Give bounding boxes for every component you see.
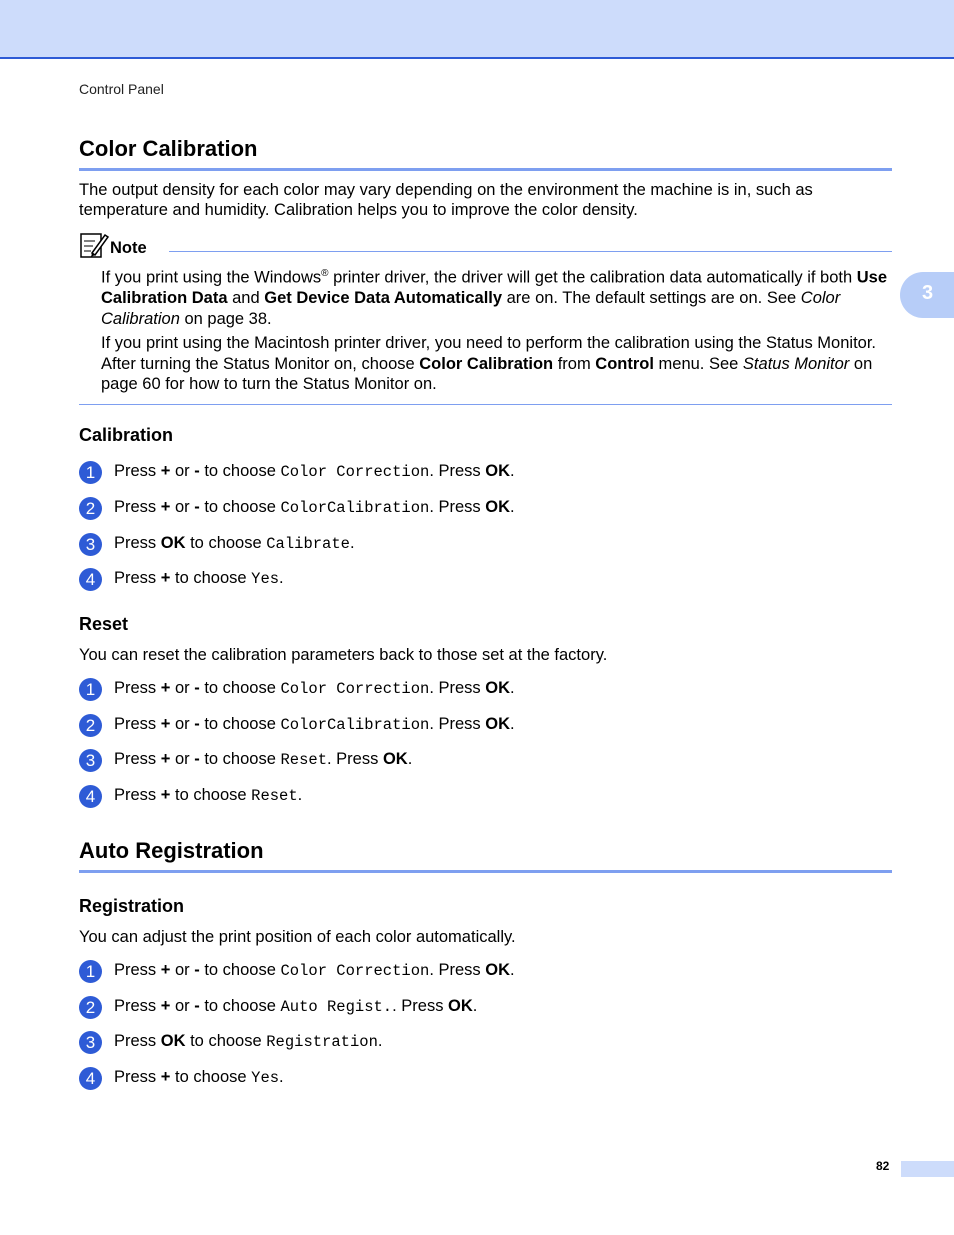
section-title-auto-registration: Auto Registration (79, 838, 892, 873)
step-text: Press + or - to choose Color Correction. Press OK. (114, 961, 515, 980)
header-band (0, 0, 954, 59)
note-divider (169, 251, 892, 252)
section-title-color-calibration: Color Calibration (79, 136, 892, 171)
step-number-icon: 3 (79, 749, 102, 772)
step-text: Press + to choose Reset. (114, 786, 303, 805)
registration-step-3 (79, 1031, 892, 1055)
registration-step-4 (79, 1067, 892, 1091)
step-number-icon: 2 (79, 497, 102, 520)
registration-step-1 (79, 960, 892, 984)
step-number-icon: 4 (79, 1067, 102, 1090)
step-text: Press + or - to choose Auto Regist.. Press OK. (114, 997, 478, 1016)
note-paragraph-macintosh: If you print using the Macintosh printer driver, you need to perform the calibration using the Status Monitor. After turning the Status Monitor on, choose Color Calibration from Control menu. See Status Monitor on page 60 for how to turn the Status Monitor on. (101, 334, 877, 393)
page-number: 82 (876, 1159, 890, 1173)
chapter-number: 3 (922, 282, 934, 304)
registration-intro: You can adjust the print position of each color automatically. (79, 928, 516, 946)
calibration-step-4 (79, 568, 892, 592)
step-number-icon: 1 (79, 461, 102, 484)
subsection-title-registration: Registration (79, 896, 185, 916)
footer-bar (901, 1161, 954, 1177)
step-text: Press OK to choose Registration. (114, 1032, 383, 1051)
note-paragraph-windows: If you print using the Windows® printer driver, the driver will get the calibration data automatically if both Use Calibration Data and Get Device Data Automatically are on. The default settings are on. See Color Calibration on page 38. (101, 268, 888, 328)
subsection-title-reset: Reset (79, 614, 129, 634)
step-number-icon: 2 (79, 996, 102, 1019)
chapter-tab (900, 272, 954, 318)
calibration-step-3 (79, 533, 892, 557)
registration-step-2 (79, 996, 892, 1020)
running-header: Control Panel (79, 81, 164, 97)
step-number-icon: 1 (79, 960, 102, 983)
step-text: Press + to choose Yes. (114, 569, 284, 588)
calibration-step-1 (79, 461, 892, 485)
calibration-step-2 (79, 497, 892, 521)
note-title: Note (110, 239, 147, 257)
step-text: Press + or - to choose ColorCalibration. Press OK. (114, 715, 515, 734)
step-number-icon: 3 (79, 1031, 102, 1054)
subsection-title-calibration: Calibration (79, 425, 174, 445)
step-number-icon: 4 (79, 568, 102, 591)
reset-step-3 (79, 749, 892, 773)
step-text: Press + to choose Yes. (114, 1068, 284, 1087)
note-box (79, 231, 892, 405)
step-text: Press + or - to choose ColorCalibration. Press OK. (114, 498, 515, 517)
step-number-icon: 1 (79, 678, 102, 701)
step-text: Press + or - to choose Reset. Press OK. (114, 750, 413, 769)
reset-step-1 (79, 678, 892, 702)
step-text: Press OK to choose Calibrate. (114, 534, 355, 553)
note-pencil-icon (79, 231, 109, 259)
reset-intro: You can reset the calibration parameters back to those set at the factory. (79, 646, 608, 664)
step-text: Press + or - to choose Color Correction. Press OK. (114, 462, 515, 481)
step-number-icon: 2 (79, 714, 102, 737)
section-intro: The output density for each color may vary depending on the environment the machine is in, such as temperature and humidity. Calibration helps you to improve the color density. (79, 181, 813, 219)
reset-step-4 (79, 785, 892, 809)
step-number-icon: 4 (79, 785, 102, 808)
step-number-icon: 3 (79, 533, 102, 556)
reset-step-2 (79, 714, 892, 738)
step-text: Press + or - to choose Color Correction. Press OK. (114, 679, 515, 698)
